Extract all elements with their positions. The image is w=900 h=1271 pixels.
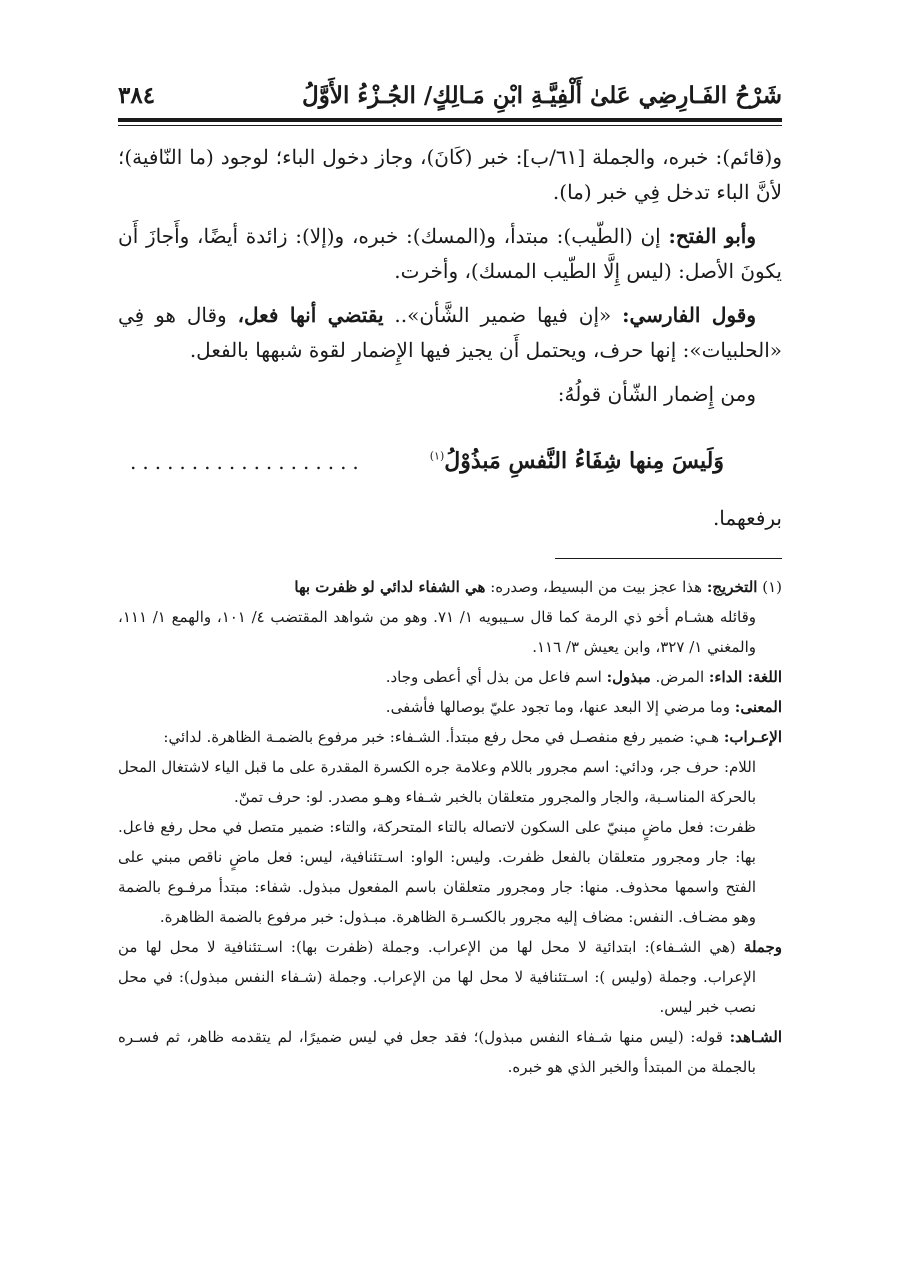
jumla-label: وجملة <box>743 938 782 956</box>
header-rule-thick <box>118 118 782 122</box>
irab-text: هـي: ضمير رفع منفصـل في محل رفع مبتدأ. الشـفاء: خبر مرفوع بالضمـة الظاهرة. لدائي: <box>163 728 724 746</box>
footnotes <box>118 572 782 1082</box>
shahid-line <box>118 1022 782 1082</box>
jumla-text: (هي الشـفاء): ابتدائية لا محل لها من الإعراب. وجملة (ظفرت بها): اسـتئنافية لا محل لها من الإعراب. وجملة (وليس ): اسـتئنافية لا محل لها من الإعراب. وجملة (شـفاء النفس مبذول): في محل نصب خبر ليس. <box>118 938 756 1016</box>
mana-text: وما مرضي إلا البعد عنها، وما تجود عليّ بوصالها فأشفى. <box>385 698 735 716</box>
takhrij-sources: وقائله هشـام أخو ذي الرمة كما قال سـيبويه ١/ ٧١. وهو من شواهد المقتضب ٤/ ١٠١، والهمع ١/ ١١١، والمغني ١/ ٣٢٧، وابن يعيش ٣/ ١١٦. <box>118 608 757 656</box>
mana-label: المعنى: <box>734 698 782 716</box>
footnote-1-takhrij <box>118 572 782 602</box>
footnote-1-number: (١) <box>762 578 782 596</box>
main-text <box>118 140 782 421</box>
verse-footnote-marker: (١) <box>429 449 445 463</box>
verse-text: وَلَيسَ مِنها شِفَاءُ النَّفسِ مَبذُوْلُ <box>444 448 724 474</box>
page-number: ٣٨٤ <box>118 82 156 109</box>
running-title: شَرْحُ الفَـارِضِي عَلىٰ أَلْفِيَّـةِ ابْنِ مَـالِكٍ/ الجُـزْءُ الأَوَّلُ <box>302 82 782 109</box>
page-header <box>118 78 782 118</box>
footnote-separator <box>555 558 782 559</box>
paragraph-4: ومن إِضمار الشّأن قولُهُ: <box>557 382 756 406</box>
header-rule-thin <box>118 125 782 126</box>
shahid-text: قوله: (ليس منها شـفاء النفس مبذول)؛ فقد جعل في ليس ضميرًا، لم يتقدمه ظاهر، ثم فسـره بالجملة من المبتدأ والخبر الذي هو خبره. <box>118 1028 756 1076</box>
shahid-label: الشـاهد: <box>729 1028 782 1046</box>
verse-line <box>130 448 724 484</box>
paragraph-3-lead: وقول الفارسي: <box>622 303 756 327</box>
takhrij-verse: هي الشفاء لدائي لو ظفرت بها <box>294 578 486 596</box>
irab-continued-1: اللام: حرف جر، ودائي: اسم مجرور باللام وعلامة جره الكسرة المقدرة على ما قبل الياء لاشتغال المحل بالحركة المناسـبة، والجار والمجرور متعلقان بالخبر شـفاء وهـو مصدر. لو: حرف تمنّ. <box>118 758 756 806</box>
paragraph-2-text: إن (الطّيب): مبتدأ، و(المسك): خبره، و(إلا): زائدة أيضًا، وأَجازَ أَن يكونَ الأصل: (ليس إِلَّا الطّيب المسك)، وأخرت. <box>118 224 782 283</box>
lugha-text-2: اسم فاعل من بذل أي أعطى وجاد. <box>385 668 607 686</box>
lugha-line <box>118 662 782 692</box>
verse-hemistich <box>430 448 724 474</box>
takhrij-label: التخريج: <box>706 578 758 596</box>
paragraph-3-quote: «إن فيها ضمير الشَّأن».. <box>383 303 623 327</box>
paragraph-3-text: وقال هو فِي «الحلبيات»: إنها حرف، ويحتمل أَن يجيز فيها الإِضمار لقوة شبهها بالفعل. <box>118 303 782 362</box>
paragraph-3 <box>118 298 782 368</box>
jumla-line <box>118 932 782 1022</box>
lugha-label-2: مبذول: <box>606 668 651 686</box>
irab-continued-2: ظفرت: فعل ماضٍ مبنيّ على السكون لاتصاله بالتاء المتحركة، والتاء: ضمير متصل في محل رفع فاعل. بها: جار ومجرور متعلقان بالفعل ظفرت. وليس: الواو: اسـتئنافية، ليس: فعل ماضٍ ناقص مبني على الفتح واسمها محذوف. منها: جار ومجرور متعلقان باسم المفعول مبذول. شفاء: مبتدأ مرفـوع بالضمة وهو مضـاف. النفس: مضاف إليه مجرور بالكسـرة الظاهرة. مبـذول: خبر مرفوع بالضمة الظاهرة. <box>118 818 756 926</box>
takhrij-text: هذا عجز بيت من البسيط، وصدره: <box>485 578 707 596</box>
mana-line <box>118 692 782 722</box>
paragraph-3-emphasis: يقتضي أنها فعل، <box>237 303 384 327</box>
paragraph-2 <box>118 219 782 289</box>
verse-ellipsis: ................... <box>130 450 365 474</box>
lugha-text: المرض. <box>650 668 709 686</box>
paragraph-1: و(قائم): خبره، والجملة [٦١/ب]: خبر (كَانَ)، وجاز دخول الباء؛ لوجود (ما النّافية)؛ لأنَّ الباء تدخل فِي خبر (ما). <box>118 145 783 204</box>
paragraph-2-lead: وأبو الفتح: <box>668 224 757 248</box>
irab-line <box>118 722 782 752</box>
lugha-label: اللغة: الداء: <box>708 668 782 686</box>
irab-label: الإعـراب: <box>723 728 782 746</box>
after-verse-text: برفعهما. <box>712 506 782 530</box>
